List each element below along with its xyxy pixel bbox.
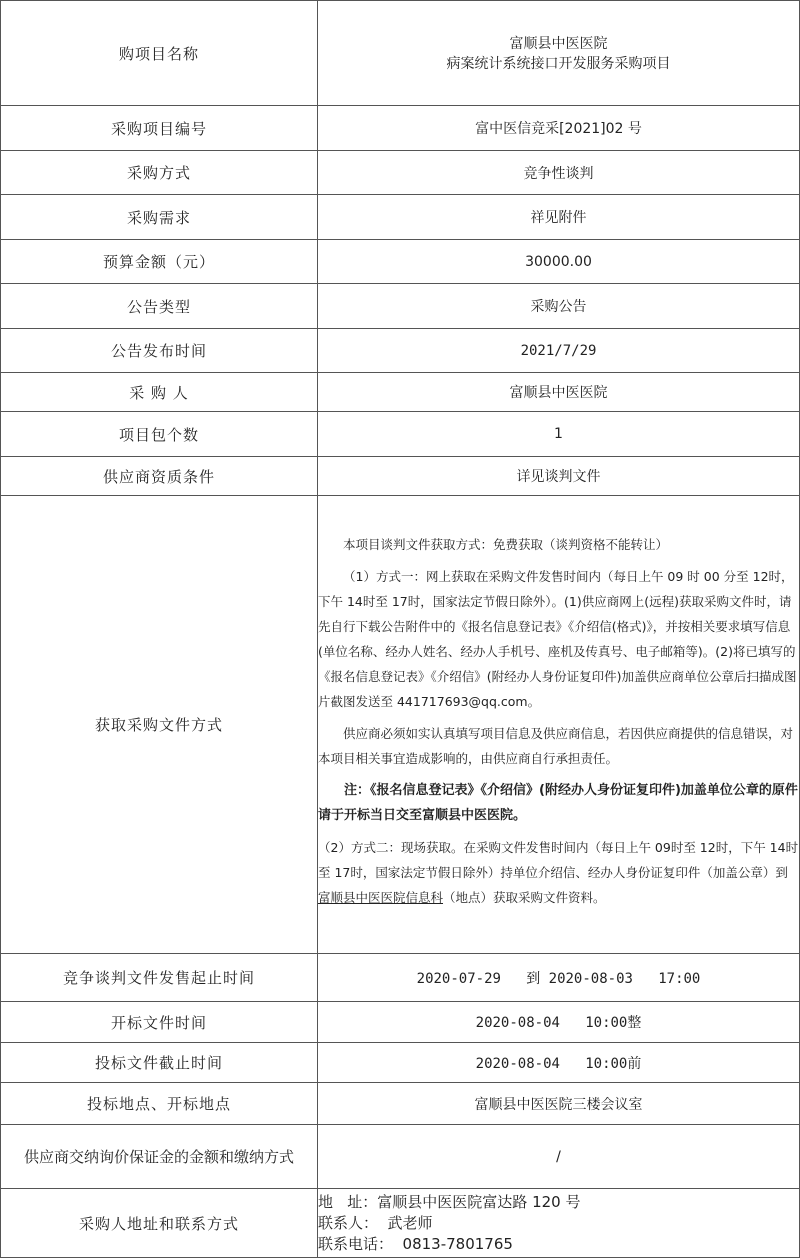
row-opening-time xyxy=(1,1002,800,1043)
row-obtain-method xyxy=(1,496,800,954)
row-method xyxy=(1,151,800,195)
obtain-responsibility: 供应商必须如实认真填写项目信息及供应商信息，若因供应商提供的信息错误，对本项目相关事宜造成影响的，由供应商自行承担责任。 xyxy=(318,726,794,766)
obtain-method-two-text: （2）方式二：现场获取。在采购文件发售时间内（每日上午 09时至 12时，下午 14时至 17时，国家法定节假日除外）持单位介绍信、经办人身份证复印件（加盖公章）到 xyxy=(318,840,799,880)
opening-time-value: 2020-08-04 10:00整 xyxy=(318,1002,800,1043)
row-deposit xyxy=(1,1125,800,1189)
project-number-value: 富中医信竞采[2021]02 号 xyxy=(318,106,800,151)
purchaser-value: 富顺县中医医院 xyxy=(318,373,800,412)
project-name-value xyxy=(318,1,800,106)
deposit-value: / xyxy=(318,1125,800,1189)
publish-date-label: 公告发布时间 xyxy=(1,329,318,373)
row-qualification xyxy=(1,457,800,496)
row-deadline xyxy=(1,1043,800,1083)
row-requirements xyxy=(1,195,800,240)
row-notice-type xyxy=(1,284,800,329)
obtain-method-two-end: （地点）获取采购文件资料。 xyxy=(443,890,606,905)
notice-type-value: 采购公告 xyxy=(318,284,800,329)
obtain-intro: 本项目谈判文件获取方式：免费获取（谈判资格不能转让） xyxy=(343,537,669,552)
obtain-method-label: 获取采购文件方式 xyxy=(1,496,318,954)
row-package-count xyxy=(1,412,800,457)
project-name-label: 购项目名称 xyxy=(1,1,318,106)
package-count-label: 项目包个数 xyxy=(1,412,318,457)
contact-person: 联系人： 武老师 xyxy=(318,1213,433,1232)
budget-value: 30000.00 xyxy=(318,240,800,284)
qualification-value: 详见谈判文件 xyxy=(318,457,800,496)
row-project-name xyxy=(1,1,800,106)
row-contact xyxy=(1,1189,800,1258)
obtain-location-link: 富顺县中医医院信息科 xyxy=(318,890,444,905)
obtain-method-one: （1）方式一：网上获取在采购文件发售时间内（每日上午 09 时 00 分至 12时，下午 14时至 17时，国家法定节假日除外）。(1)供应商网上(远程)获取采购文件时，请先自行下载公告附件中的《报名信息登记表》《介绍信(格式)》，并按相关要求填写信息(单位名称、经办人姓名、经办人手机号、座机及传真号、电子邮箱等)。(2)将已填写的《报名信息登记表》《介绍信》(附经办人身份证复印件)加盖供应商单位公章后扫描成图片截图发送至 441717693@qq.com。 xyxy=(318,569,797,709)
deposit-label: 供应商交纳询价保证金的金额和缴纳方式 xyxy=(1,1125,318,1189)
row-location xyxy=(1,1083,800,1125)
obtain-note: 注：《报名信息登记表》《介绍信》(附经办人身份证复印件)加盖单位公章的原件请于开标当日交至富顺县中医医院。 xyxy=(318,783,798,823)
row-publish-date xyxy=(1,329,800,373)
deadline-label: 投标文件截止时间 xyxy=(1,1043,318,1083)
sale-period-value: 2020-07-29 到 2020-08-03 17:00 xyxy=(318,954,800,1002)
publish-date-value: 2021/7/29 xyxy=(318,329,800,373)
project-name-line2: 病案统计系统接口开发服务采购项目 xyxy=(446,56,671,72)
qualification-label: 供应商资质条件 xyxy=(1,457,318,496)
method-value: 竞争性谈判 xyxy=(318,151,800,195)
contact-phone: 联系电话： 0813-7801765 xyxy=(318,1234,513,1253)
contact-label: 采购人地址和联系方式 xyxy=(1,1189,318,1258)
contact-content xyxy=(318,1189,800,1258)
obtain-method-two xyxy=(318,835,799,910)
method-label: 采购方式 xyxy=(1,151,318,195)
location-value: 富顺县中医医院三楼会议室 xyxy=(318,1083,800,1125)
project-number-label: 采购项目编号 xyxy=(1,106,318,151)
row-sale-period xyxy=(1,954,800,1002)
deadline-value: 2020-08-04 10:00前 xyxy=(318,1043,800,1083)
contact-address: 地 址：富顺县中医医院富达路 120 号 xyxy=(318,1192,581,1211)
purchaser-label: 采 购 人 xyxy=(1,373,318,412)
location-label: 投标地点、开标地点 xyxy=(1,1083,318,1125)
requirements-label: 采购需求 xyxy=(1,195,318,240)
package-count-value: 1 xyxy=(318,412,800,457)
obtain-method-content xyxy=(318,496,800,954)
opening-time-label: 开标文件时间 xyxy=(1,1002,318,1043)
row-purchaser xyxy=(1,373,800,412)
budget-label: 预算金额（元） xyxy=(1,240,318,284)
row-budget xyxy=(1,240,800,284)
project-name-line1: 富顺县中医医院 xyxy=(509,36,608,52)
sale-period-label: 竞争谈判文件发售起止时间 xyxy=(1,954,318,1002)
requirements-value: 祥见附件 xyxy=(318,195,800,240)
notice-type-label: 公告类型 xyxy=(1,284,318,329)
row-project-number xyxy=(1,106,800,151)
